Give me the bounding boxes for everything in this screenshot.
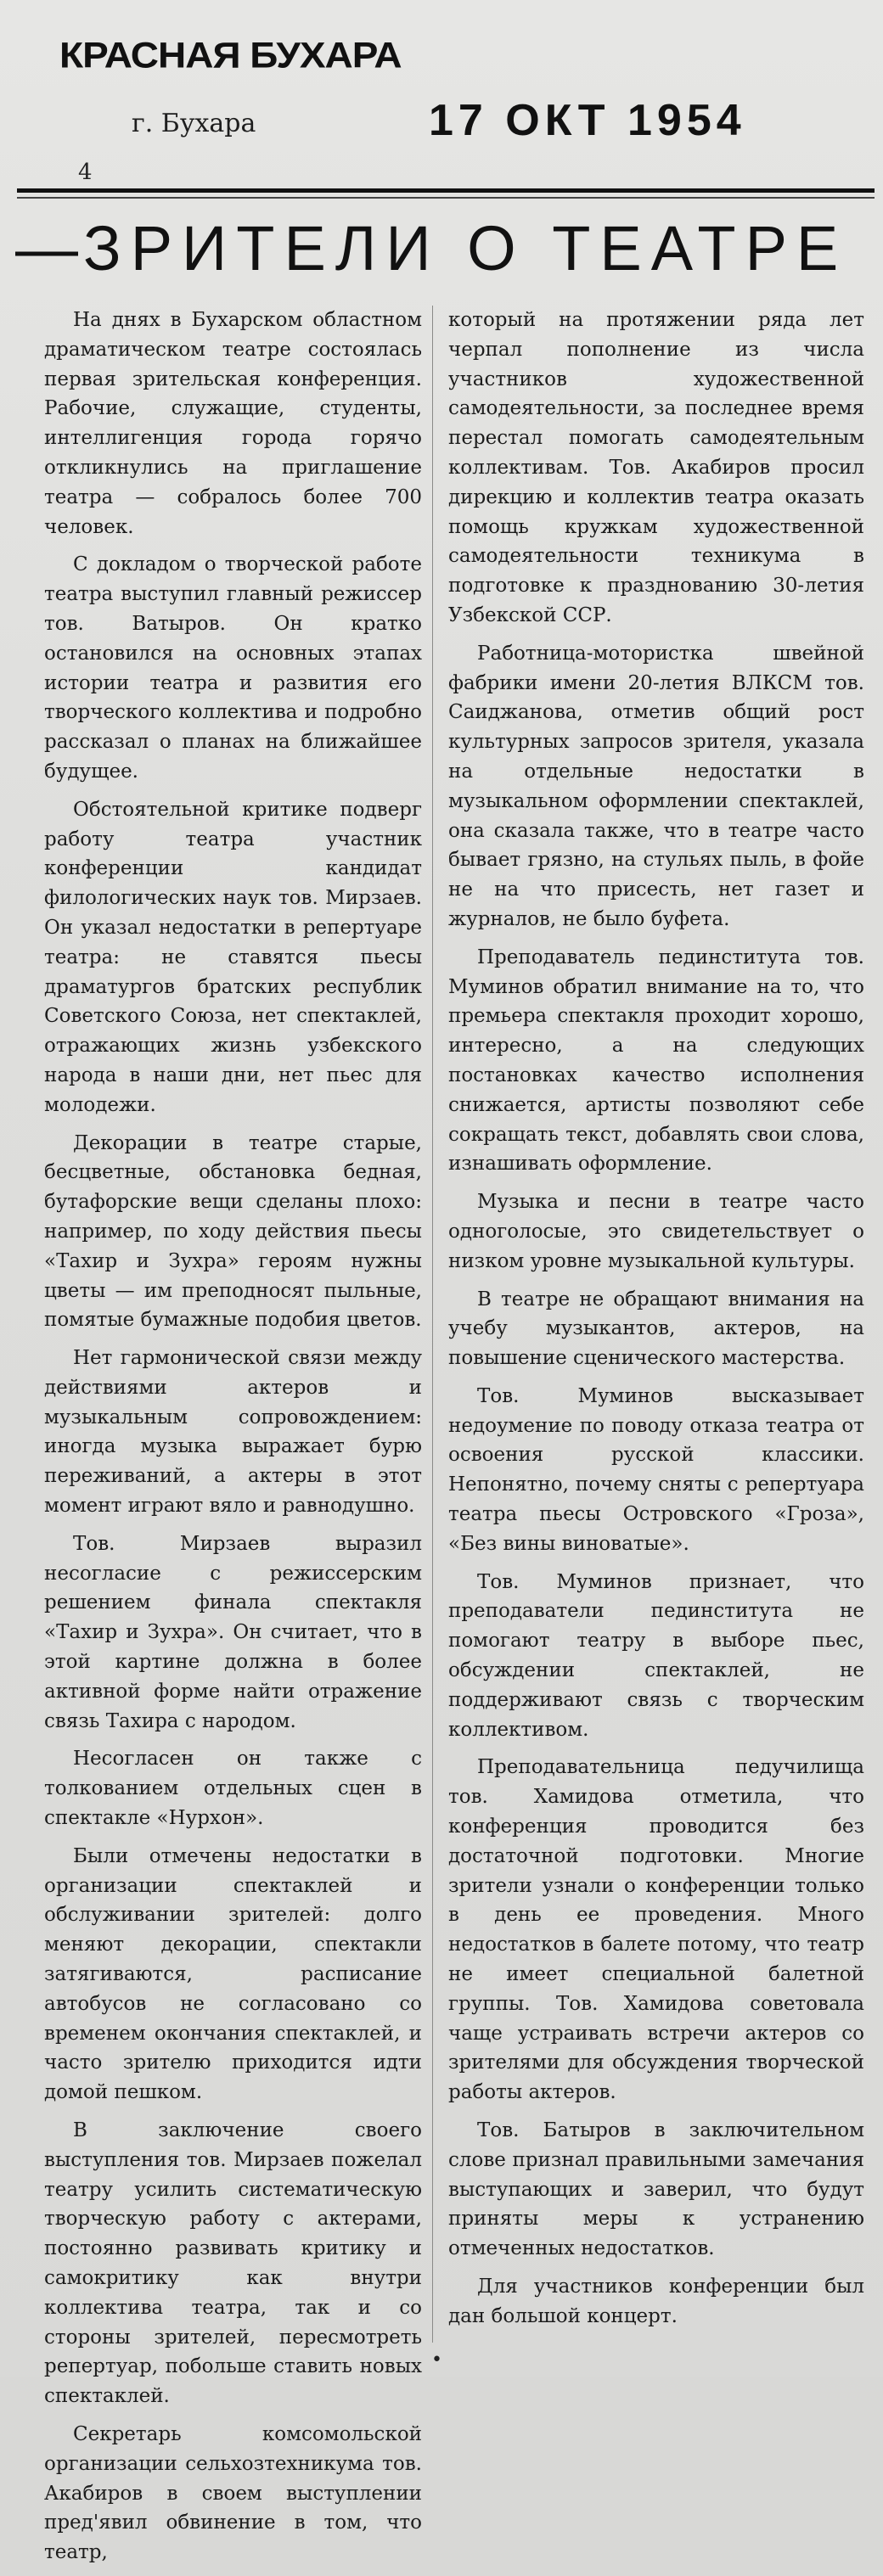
paragraph: Тов. Муминов признает, что преподаватели пединститута не помогают театру в выборе пьес, обсуждении спектаклей, не поддерживают связь с творческим коллективом. xyxy=(448,1570,864,1741)
paragraph-continuation: который на протяжении ряда лет черпал пополнение из числа участников художественной самодеятельности, за последнее время перестал помогать самодеятельным коллективам. Тов. Акабиров просил дирекцию и коллектив театра оказать помощь кружкам художественной самодеятельности техникума в подготовке к празднованию 30-летия Узбекской ССР. xyxy=(448,309,864,626)
article-headline xyxy=(15,212,877,284)
paragraph: Преподаватель пединститута тов. Муминов обратил внимание на то, что премьера спектакля проходит хорошо, интересно, а на следующих постановках качество исполнения снижается, артисты позволяют себе сокращать текст, добавлять свои слова, изнашивать оформление. xyxy=(448,946,864,1176)
city-dateline: г. Бухара xyxy=(132,109,256,138)
headline-text: ЗРИТЕЛИ О ТЕАТРЕ xyxy=(83,213,848,283)
paragraph: Тов. Муминов высказывает недоумение по поводу отказа театра от освоения русской классики. Непонятно, почему сняты с репертуара театра пьесы Островского «Гроза», «Без вины виноватые». xyxy=(448,1384,864,1555)
newspaper-masthead: КРАСНАЯ БУХАРА xyxy=(59,34,402,76)
column-divider xyxy=(432,306,433,2343)
article-column-left xyxy=(44,306,422,2576)
paragraph: Тов. Батыров в заключительном слове признал правильными замечания выступающих и заверил, что будут приняты меры к устранению отмеченных недостатков. xyxy=(448,2119,864,2260)
paragraph: Обстоятельной критике подверг работу театра участник конференции кандидат филологических наук тов. Мирзаев. Он указал недостатки в репертуаре театра: не ставятся пьесы драматургов братских республик Советского Союза, нет спектаклей, отражающих жизнь узбекского народа в наши дни, нет пьес для молодежи. xyxy=(44,798,422,1116)
paragraph: На днях в Бухарском областном драматическом театре состоялась первая зрительская конференция. Рабочие, служащие, студенты, интеллигенция города горячо откликнулись на приглашение театра — собралось более 700 человек. xyxy=(44,309,422,538)
header-rule-thick xyxy=(17,188,875,193)
article-column-right xyxy=(448,306,864,2340)
paragraph: Были отмечены недостатки в организации спектаклей и обслуживании зрителей: долго меняют декорации, спектакли затягиваются, расписание автобусов не согласовано со временем окончания спектаклей, и часто зрителю приходится идти домой пешком. xyxy=(44,1844,422,2104)
paragraph: Музыка и песни в театре часто одноголосые, это свидетельствует о низком уровне музыкальной культуры. xyxy=(448,1191,864,1272)
paragraph: Нет гармонической связи между действиями актеров и музыкальным сопровождением: иногда музыка выражает бурю переживаний, а актеры в этот момент играют вяло и равнодушно. xyxy=(44,1347,422,1518)
date-stamp: 17 ОКТ 1954 xyxy=(429,96,746,145)
paragraph: С докладом о творческой работе театра выступил главный режиссер тов. Ватыров. Он кратко остановился на основных этапах истории театра и развития его творческого коллектива и подробно рассказал о планах на ближайшее будущее. xyxy=(44,553,422,783)
paragraph: В театре не обращают внимания на учебу музыкантов, актеров, на повышение сценического мастерства. xyxy=(448,1288,864,1370)
paragraph: Преподавательница педучилища тов. Хамидова отметила, что конференция проводится без достаточной подготовки. Многие зрители узнали о конференции только в день ее проведения. Много недостатков в балете потому, что театр не имеет специальной балетной группы. Тов. Хамидова советовала чаще устраивать встречи актеров со зрителями для обсуждения творческой работы актеров. xyxy=(448,1756,864,2104)
paragraph: Секретарь комсомольской организации сельхозтехникума тов. Акабиров в своем выступлении пред'явил обвинение в том, что театр, xyxy=(44,2422,422,2564)
paragraph: Для участников конференции был дан большой концерт. xyxy=(448,2276,864,2327)
paragraph: Несогласен он также с толкованием отдельных сцен в спектакле «Нурхон». xyxy=(44,1748,422,1830)
separator-ornament: • xyxy=(431,2349,442,2371)
paragraph: Декорации в театре старые, бесцветные, обстановка бедная, бутафорские вещи сделаны плохо: например, по ходу действия пьесы «Тахир и Зухра» героям нужны цветы — им преподносят пыльные, помятые бумажные подобия цветов. xyxy=(44,1131,422,1332)
headline-dash: — xyxy=(15,213,78,283)
paragraph: Тов. Мирзаев выразил несогласие с режиссерским решением финала спектакля «Тахир и Зухра». Он считает, что в этой картине должна в более активной форме найти отражение связь Тахира с народом. xyxy=(44,1532,422,1732)
header-rule-thin xyxy=(17,197,875,199)
page-number: 4 xyxy=(78,160,93,185)
paragraph: Работница-мотористка швейной фабрики имени 20-летия ВЛКСМ тов. Саиджанова, отметив общий рост культурных запросов зрителя, указала на отдельные недостатки в музыкальном оформлении спектаклей, она сказала также, что в театре часто бывает грязно, на стульях пыль, в фойе не на что присесть, нет газет и журналов, не было буфета. xyxy=(448,642,864,930)
paragraph: В заключение своего выступления тов. Мирзаев пожелал театру усилить систематическую творческую работу с актерами, постоянно развивать критику и самокритику как внутри коллектива театра, так и со стороны зрителей, пересмотреть репертуар, побольше ставить новых спектаклей. xyxy=(44,2119,422,2408)
